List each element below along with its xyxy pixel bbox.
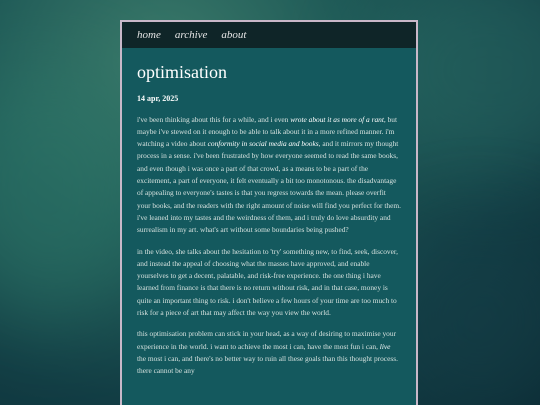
post-title: optimisation	[137, 62, 227, 82]
post-date: 14 apr, 2025	[137, 93, 179, 103]
post-paragraph-3	[137, 328, 401, 377]
rant-link[interactable]: wrote about it as more of a rant	[290, 114, 384, 124]
paragraph-text: , but maybe i've stewed on it enough to be able to talk about it in a more refined manner. i'm watching a video about	[137, 114, 398, 149]
paragraph-text: this optimisation problem can stick in your head, as a way of desiring to maximise your experience in the world. i want to achieve the most i can, have the most fun i can,	[137, 329, 397, 351]
nav-archive-link[interactable]: archive	[174, 29, 208, 41]
post-paragraph-2: in the video, she talks about the hesitation to 'try' something new, to find, seek, discover, and instead the appeal of choosing what the masses have approved, and enable yourselves to get a decent, palatable, and risk-free experience. the one thing i have learned from finance is that there is no return without risk, and in that case, money is quite an important thing to risk. i don't believe a few hours of your time are too much to risk for a piece of art that may affect the way you view the world.	[137, 246, 398, 318]
post-article	[122, 48, 416, 378]
post-paragraph-1	[137, 114, 401, 237]
emphasis-live: live	[379, 341, 391, 351]
blog-panel	[120, 20, 418, 405]
top-nav	[122, 22, 416, 48]
nav-about-link[interactable]: about	[221, 29, 247, 41]
paragraph-text: , and it mirrors my thought process in a sense. i've been frustrated by how everyone seemed to read the same books, and even though i was once a part of that crowd, as a means to be a part of the excitement, a part of everyone, it felt eventually a bit too monotonous. the disadvantage of appealing to everyone's tastes is that you regress towards the mean. please overfit your books, and the readers with the right amount of noise will find you perfect for them. i've leaned into my tastes and the weirdness of them, and i truly do love absurdity and surrealism in my art. what's art without some boundaries being pushed?	[137, 139, 401, 235]
paragraph-text: i've been thinking about this for a while, and i even	[137, 114, 291, 124]
nav-home-link[interactable]: home	[137, 29, 161, 41]
paragraph-text: the most i can, and there's no better way to ruin all these goals than this thought process. there cannot be any	[137, 353, 398, 376]
video-link[interactable]: conformity in social media and books	[207, 139, 319, 149]
